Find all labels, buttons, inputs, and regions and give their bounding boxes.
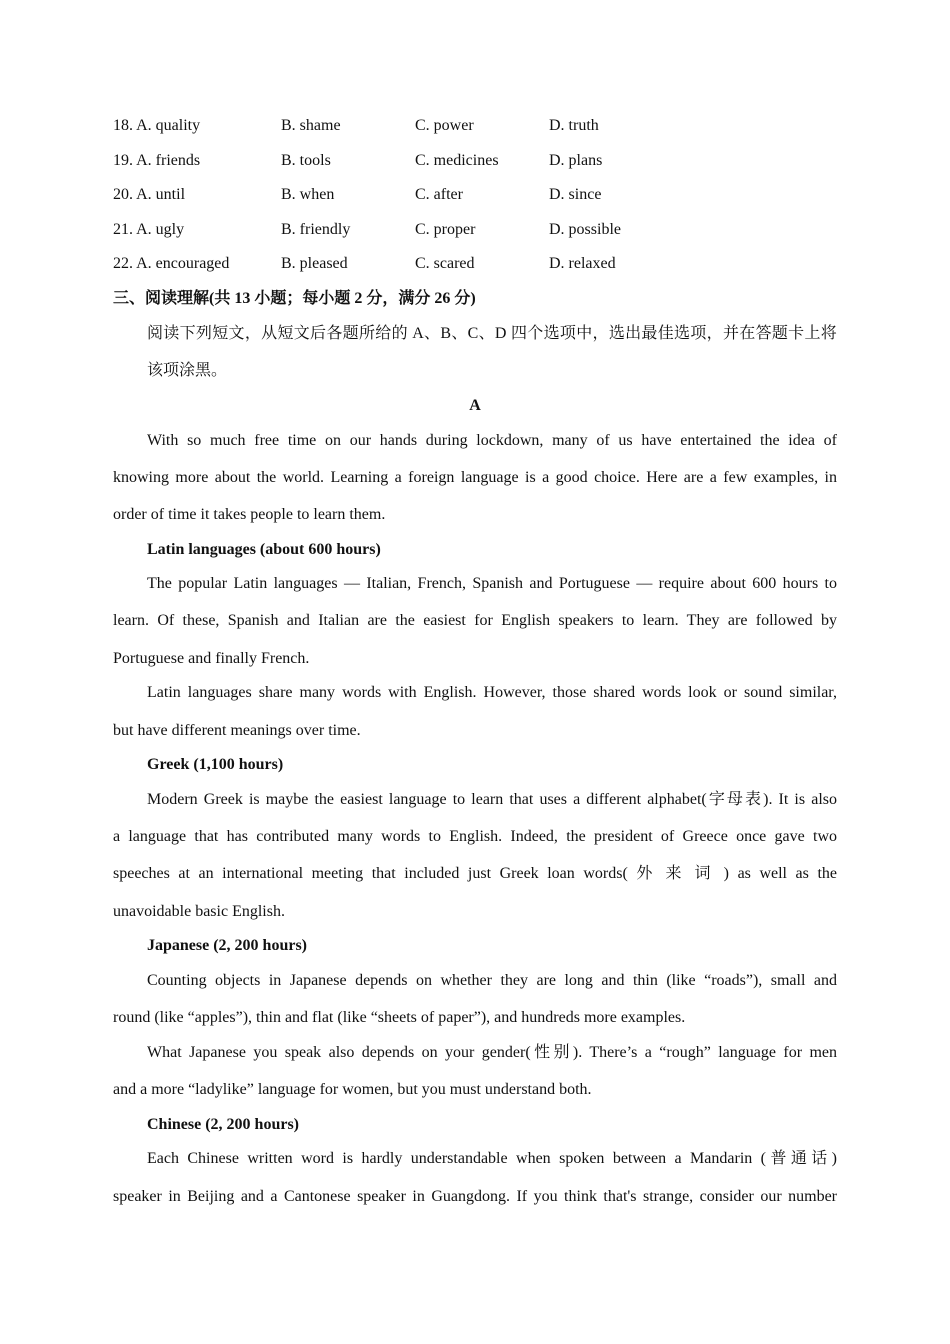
paragraph-4-line-3: speeches at an international meeting that included just Greek loan words( 外 来 词 ) as well as the	[113, 865, 837, 882]
paragraph-1-line-2: knowing more about the world. Learning a foreign language is a good choice. Here are a few examples, in	[113, 469, 837, 486]
option-a: 20. A. until	[113, 186, 186, 203]
section-instruction-line-1: 阅读下列短文，从短文后各题所给的 A、B、C、D 四个选项中，选出最佳选项，并在答题卡上将	[147, 325, 837, 342]
section-instruction-line-2: 该项涂黑。	[147, 362, 228, 379]
paragraph-6-line-2: and a more “ladylike” language for women, but you must understand both.	[113, 1081, 592, 1098]
paragraph-2-line-2: learn. Of these, Spanish and Italian are the easiest for English speakers to learn. They are followed by	[113, 612, 837, 629]
paragraph-7-line-2: speaker in Beijing and a Cantonese speaker in Guangdong. If you think that's strange, consider our number	[113, 1188, 837, 1205]
paragraph-4-line-1: Modern Greek is maybe the easiest language to learn that uses a different alphabet(字母表). It is also	[147, 791, 837, 808]
option-d: D. plans	[549, 152, 603, 169]
option-a: 19. A. friends	[113, 152, 201, 169]
paragraph-6-line-1: What Japanese you speak also depends on your gender(性别). There’s a “rough” language for men	[147, 1044, 837, 1061]
option-c: C. power	[415, 117, 474, 134]
option-b: B. pleased	[281, 255, 348, 272]
paragraph-2-line-3: Portuguese and finally French.	[113, 650, 310, 667]
paragraph-4-line-2: a language that has contributed many words to English. Indeed, the president of Greece once gave two	[113, 828, 837, 845]
subheading-greek: Greek (1,100 hours)	[147, 756, 284, 773]
option-a: 21. A. ugly	[113, 221, 185, 238]
paragraph-3-line-1: Latin languages share many words with English. However, those shared words look or sound similar,	[147, 684, 837, 701]
option-b: B. when	[281, 186, 335, 203]
option-d: D. truth	[549, 117, 599, 134]
paragraph-1-line-3: order of time it takes people to learn them.	[113, 506, 386, 523]
option-b: B. tools	[281, 152, 331, 169]
question-19-options	[113, 149, 837, 173]
option-d: D. since	[549, 186, 602, 203]
question-21-options	[113, 218, 837, 242]
question-18-options	[113, 114, 837, 138]
section-heading: 三、阅读理解(共 13 小题；每小题 2 分，满分 26 分)	[113, 290, 476, 307]
option-d: D. relaxed	[549, 255, 616, 272]
option-c: C. proper	[415, 221, 476, 238]
paragraph-5-line-2: round (like “apples”), thin and flat (like “sheets of paper”), and hundreds more examples.	[113, 1009, 686, 1026]
option-c: C. medicines	[415, 152, 499, 169]
paragraph-2-line-1: The popular Latin languages — Italian, French, Spanish and Portuguese — require about 600 hours to	[147, 575, 837, 592]
question-22-options	[113, 252, 837, 276]
paragraph-3-line-2: but have different meanings over time.	[113, 722, 361, 739]
paragraph-5-line-1: Counting objects in Japanese depends on whether they are long and thin (like “roads”), small and	[147, 972, 837, 989]
option-b: B. shame	[281, 117, 341, 134]
subheading-japanese: Japanese (2, 200 hours)	[147, 937, 308, 954]
paragraph-4-line-4: unavoidable basic English.	[113, 903, 285, 920]
question-20-options	[113, 183, 837, 207]
option-c: C. after	[415, 186, 463, 203]
option-b: B. friendly	[281, 221, 351, 238]
paragraph-7-line-1: Each Chinese written word is hardly understandable when spoken between a Mandarin (普通话)	[147, 1150, 837, 1167]
subheading-latin: Latin languages (about 600 hours)	[147, 541, 381, 558]
subheading-chinese: Chinese (2, 200 hours)	[147, 1116, 300, 1133]
option-d: D. possible	[549, 221, 621, 238]
paragraph-1-line-1: With so much free time on our hands during lockdown, many of us have entertained the idea of	[147, 432, 837, 449]
option-a: 22. A. encouraged	[113, 255, 230, 272]
option-c: C. scared	[415, 255, 475, 272]
option-a: 18. A. quality	[113, 117, 201, 134]
passage-label: A	[469, 397, 481, 414]
